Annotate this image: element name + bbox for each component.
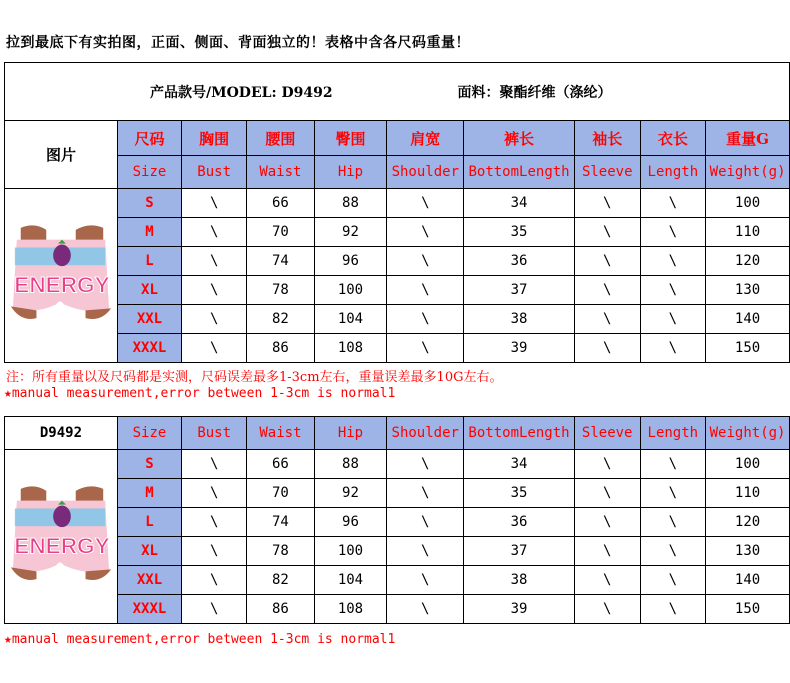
pink-shorts-photo	[7, 220, 115, 328]
waist-cell: 86	[247, 595, 314, 624]
header-en-size: Size	[117, 417, 181, 450]
bottom-length-cell: 38	[464, 305, 575, 334]
waist-cell: 82	[247, 305, 314, 334]
model-cell: D9492	[5, 417, 118, 450]
waist-cell: 86	[247, 334, 314, 363]
header-en-size: Size	[117, 156, 181, 189]
size-cell: M	[117, 479, 181, 508]
measurement-note-en-2: ★manual measurement,error between 1-3cm is normal1	[4, 632, 396, 647]
table-row	[5, 305, 790, 334]
shoulder-cell: \	[387, 305, 464, 334]
header-cn-length: 衣长	[640, 121, 706, 156]
bottom-length-cell: 34	[464, 450, 575, 479]
bottom-length-cell: 37	[464, 537, 575, 566]
hip-cell: 108	[314, 334, 387, 363]
sleeve-cell: \	[574, 276, 640, 305]
weight-cell: 110	[706, 479, 790, 508]
waist-cell: 74	[247, 508, 314, 537]
size-cell: XL	[117, 276, 181, 305]
bust-cell: \	[182, 595, 247, 624]
sleeve-cell: \	[574, 218, 640, 247]
model-label: 产品款号/MODEL: D9492	[150, 84, 333, 101]
hip-cell: 104	[314, 305, 387, 334]
shoulder-cell: \	[387, 537, 464, 566]
header-en-bust: Bust	[182, 417, 247, 450]
sleeve-cell: \	[574, 566, 640, 595]
size-cell: XXXL	[117, 334, 181, 363]
bottom-length-cell: 37	[464, 276, 575, 305]
weight-cell: 140	[706, 566, 790, 595]
bottom-length-cell: 35	[464, 218, 575, 247]
header-en-weight: Weight(g)	[706, 156, 790, 189]
bust-cell: \	[182, 276, 247, 305]
length-cell: \	[640, 450, 706, 479]
bust-cell: \	[182, 247, 247, 276]
shorts-print-text: ENERGY	[14, 533, 110, 559]
size-cell: XXL	[117, 305, 181, 334]
size-cell: XL	[117, 537, 181, 566]
header-en-length: Length	[640, 156, 706, 189]
sleeve-cell: \	[574, 334, 640, 363]
length-cell: \	[640, 189, 706, 218]
waist-cell: 70	[247, 218, 314, 247]
hip-cell: 88	[314, 450, 387, 479]
header-en-waist: Waist	[247, 156, 314, 189]
header-cn-bottom-length: 裤长	[464, 121, 575, 156]
fabric-label: 面料：聚酯纤维（涤纶）	[457, 84, 612, 101]
size-cell: XXL	[117, 566, 181, 595]
size-cell: S	[117, 450, 181, 479]
header-en-shoulder: Shoulder	[387, 156, 464, 189]
header-en-bottom-length: BottomLength	[464, 156, 575, 189]
hip-cell: 96	[314, 508, 387, 537]
length-cell: \	[640, 218, 706, 247]
measurement-note-cn: 注：所有重量以及尺码都是实测，尺码误差最多1-3cm左右，重量误差最多10G左右。	[6, 370, 503, 385]
length-cell: \	[640, 595, 706, 624]
hip-cell: 104	[314, 566, 387, 595]
shoulder-cell: \	[387, 566, 464, 595]
shoulder-cell: \	[387, 334, 464, 363]
shoulder-cell: \	[387, 450, 464, 479]
sleeve-cell: \	[574, 305, 640, 334]
bottom-length-cell: 36	[464, 247, 575, 276]
table-row	[5, 479, 790, 508]
table-row	[5, 508, 790, 537]
size-cell: L	[117, 247, 181, 276]
weight-cell: 130	[706, 276, 790, 305]
header-en-length: Length	[640, 417, 706, 450]
bust-cell: \	[182, 218, 247, 247]
header-cn-hip: 臀围	[314, 121, 387, 156]
header-en-waist: Waist	[247, 417, 314, 450]
hip-cell: 108	[314, 595, 387, 624]
table-row	[5, 595, 790, 624]
product-image-cell	[5, 450, 118, 624]
bust-cell: \	[182, 305, 247, 334]
sleeve-cell: \	[574, 537, 640, 566]
bottom-length-cell: 36	[464, 508, 575, 537]
shoulder-cell: \	[387, 247, 464, 276]
table-row	[5, 450, 790, 479]
shoulder-cell: \	[387, 508, 464, 537]
waist-cell: 78	[247, 537, 314, 566]
bottom-length-cell: 39	[464, 334, 575, 363]
bust-cell: \	[182, 508, 247, 537]
header-en-weight: Weight(g)	[706, 417, 790, 450]
shorts-print-text: ENERGY	[14, 272, 110, 298]
hip-cell: 88	[314, 189, 387, 218]
header-en-shoulder: Shoulder	[387, 417, 464, 450]
shoulder-cell: \	[387, 189, 464, 218]
shoulder-cell: \	[387, 479, 464, 508]
product-image-cell	[5, 189, 118, 363]
table-row	[5, 218, 790, 247]
header-cn-bust: 胸围	[182, 121, 247, 156]
model-header	[5, 63, 790, 121]
size-cell: XXXL	[117, 595, 181, 624]
pink-shorts-photo	[7, 481, 115, 589]
size-cell: S	[117, 189, 181, 218]
measurement-note-en-1: ★manual measurement,error between 1-3cm is normal1	[4, 386, 396, 401]
hip-cell: 100	[314, 276, 387, 305]
length-cell: \	[640, 334, 706, 363]
size-chart-table-2	[4, 416, 790, 624]
weight-cell: 100	[706, 450, 790, 479]
weight-cell: 130	[706, 537, 790, 566]
hip-cell: 96	[314, 247, 387, 276]
header-en-hip: Hip	[314, 156, 387, 189]
header-row-en	[5, 156, 790, 189]
hip-cell: 92	[314, 218, 387, 247]
shoulder-cell: \	[387, 218, 464, 247]
weight-cell: 150	[706, 334, 790, 363]
waist-cell: 66	[247, 189, 314, 218]
header-en-sleeve: Sleeve	[574, 156, 640, 189]
length-cell: \	[640, 479, 706, 508]
weight-cell: 110	[706, 218, 790, 247]
weight-cell: 120	[706, 247, 790, 276]
length-cell: \	[640, 276, 706, 305]
table-row	[5, 189, 790, 218]
header-en-hip: Hip	[314, 417, 387, 450]
sleeve-cell: \	[574, 479, 640, 508]
bottom-length-cell: 34	[464, 189, 575, 218]
size-cell: M	[117, 218, 181, 247]
weight-cell: 100	[706, 189, 790, 218]
header-cn-shoulder: 肩宽	[387, 121, 464, 156]
top-note: 拉到最底下有实拍图，正面、侧面、背面独立的！表格中含各尺码重量！	[6, 35, 470, 51]
header-row-en	[5, 417, 790, 450]
waist-cell: 82	[247, 566, 314, 595]
header-en-bottom-length: BottomLength	[464, 417, 575, 450]
size-cell: L	[117, 508, 181, 537]
table-row	[5, 334, 790, 363]
picture-header: 图片	[5, 121, 118, 189]
sleeve-cell: \	[574, 508, 640, 537]
length-cell: \	[640, 305, 706, 334]
sleeve-cell: \	[574, 189, 640, 218]
table-row	[5, 247, 790, 276]
shoulder-cell: \	[387, 595, 464, 624]
bust-cell: \	[182, 334, 247, 363]
header-cn-waist: 腰围	[247, 121, 314, 156]
sleeve-cell: \	[574, 247, 640, 276]
bust-cell: \	[182, 566, 247, 595]
bust-cell: \	[182, 479, 247, 508]
weight-cell: 150	[706, 595, 790, 624]
header-cn-size: 尺码	[117, 121, 181, 156]
bust-cell: \	[182, 189, 247, 218]
length-cell: \	[640, 508, 706, 537]
sleeve-cell: \	[574, 450, 640, 479]
length-cell: \	[640, 247, 706, 276]
table-row	[5, 537, 790, 566]
length-cell: \	[640, 537, 706, 566]
table-row	[5, 566, 790, 595]
weight-cell: 140	[706, 305, 790, 334]
hip-cell: 100	[314, 537, 387, 566]
waist-cell: 74	[247, 247, 314, 276]
waist-cell: 66	[247, 450, 314, 479]
header-en-bust: Bust	[182, 156, 247, 189]
bottom-length-cell: 39	[464, 595, 575, 624]
bottom-length-cell: 35	[464, 479, 575, 508]
header-row-cn	[5, 121, 790, 156]
shoulder-cell: \	[387, 276, 464, 305]
waist-cell: 70	[247, 479, 314, 508]
bottom-length-cell: 38	[464, 566, 575, 595]
header-cn-weight: 重量G	[706, 121, 790, 156]
bust-cell: \	[182, 450, 247, 479]
bust-cell: \	[182, 537, 247, 566]
table-row	[5, 276, 790, 305]
waist-cell: 78	[247, 276, 314, 305]
sleeve-cell: \	[574, 595, 640, 624]
header-en-sleeve: Sleeve	[574, 417, 640, 450]
weight-cell: 120	[706, 508, 790, 537]
hip-cell: 92	[314, 479, 387, 508]
header-cn-sleeve: 袖长	[574, 121, 640, 156]
length-cell: \	[640, 566, 706, 595]
size-chart-table-1	[4, 62, 790, 363]
